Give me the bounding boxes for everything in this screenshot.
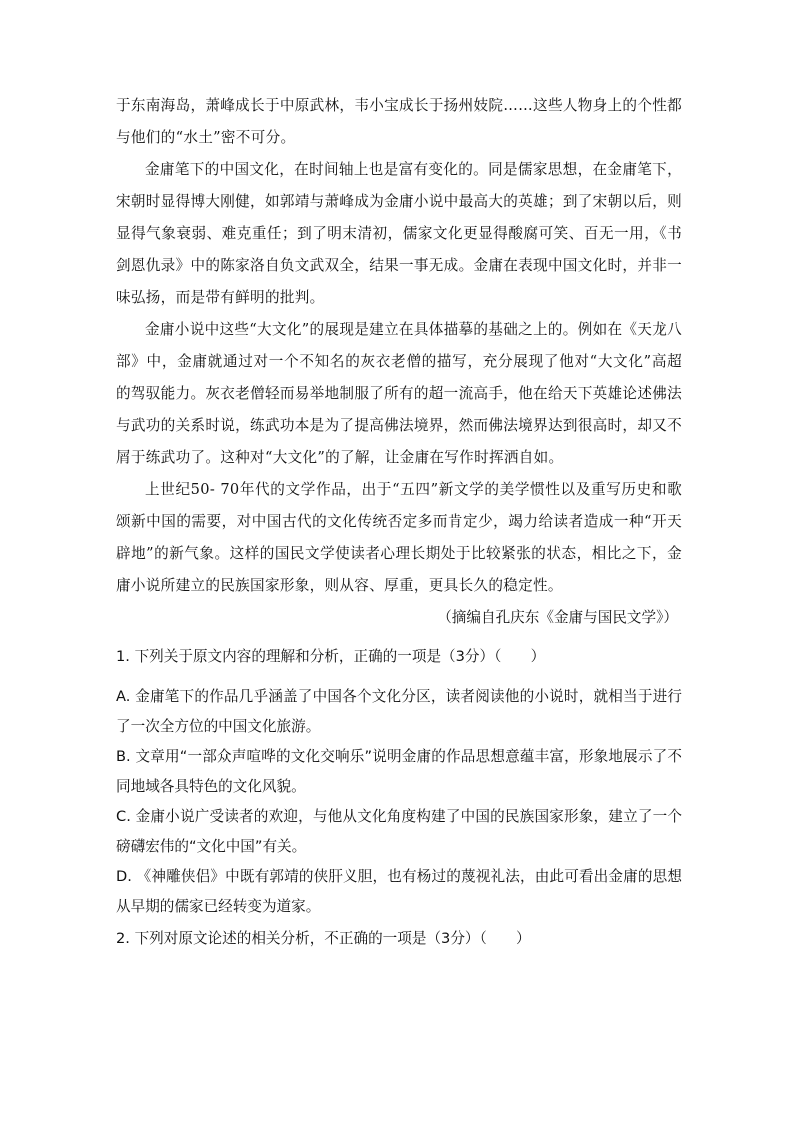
passage-paragraph-3: 金庸小说中这些“大文化”的展现是建立在具体描摹的基础之上的。例如在《天龙八部》中，金庸就通过对一个不知名的灰衣老僧的描写，充分展现了他对“大文化”高超的驾驭能力。灰衣老僧轻而易举地制服了所有的超一流高手，他在给天下英雄论述佛法与武功的关系时说，练武功本是为了提高佛法境界，然而佛法境界达到很高时，却又不屑于练武功了。这种对“大文化”的了解，让金庸在写作时挥洒自如。 (116, 321, 682, 466)
question-1-stem: 1. 下列关于原文内容的理解和分析，正确的一项是（3分）（ ） (116, 648, 546, 665)
question-2-stem: 2. 下列对原文论述的相关分析，不正确的一项是（3分）（ ） (116, 930, 531, 947)
question-1-option-c: C. 金庸小说广受读者的欢迎，与他从文化角度构建了中国的民族国家形象，建立了一个磅礴宏伟的“文化中国”有关。 (116, 808, 682, 855)
passage-source: （摘编自孔庆东《金庸与国民文学》） (437, 609, 678, 626)
passage-paragraph-2: 金庸笔下的中国文化，在时间轴上也是富有变化的。同是儒家思想，在金庸笔下，宋朝时显得博大刚健，如郭靖与萧峰成为金庸小说中最高大的英雄；到了宋朝以后，则显得气象衰弱、难克重任；到了明末清初，儒家文化更显得酸腐可笑、百无一用，《书剑恩仇录》中的陈家洛自负文武双全，结果一事无成。金庸在表现中国文化时，并非一味弘扬，而是带有鲜明的批判。 (116, 161, 682, 306)
document-page (116, 90, 682, 954)
question-1-option-a: A. 金庸笔下的作品几乎涵盖了中国各个文化分区，读者阅读他的小说时，就相当于进行了一次全方位的中国文化旅游。 (116, 688, 682, 735)
passage-paragraph-1: 于东南海岛，萧峰成长于中原武林，韦小宝成长于扬州妓院……这些人物身上的个性都与他们的“水土”密不可分。 (116, 97, 682, 146)
passage-paragraph-4: 上世纪50- 70年代的文学作品，出于“五四”新文学的美学惯性以及重写历史和歌颂新中国的需要，对中国古代的文化传统否定多而肯定少，竭力给读者造成一种“开天辟地”的新气象。这样的国民文学使读者心理长期处于比较紧张的状态，相比之下，金庸小说所建立的民族国家形象，则从容、厚重，更具长久的稳定性。 (116, 481, 682, 594)
question-1-option-b: B. 文章用“一部众声喧哗的文化交响乐”说明金庸的作品思想意蕴丰富，形象地展示了不同地域各具特色的文化风貌。 (116, 748, 682, 795)
question-1-option-d: D. 《神雕侠侣》中既有郭靖的侠肝义胆，也有杨过的蔑视礼法，由此可看出金庸的思想从早期的儒家已经转变为道家。 (116, 868, 682, 915)
